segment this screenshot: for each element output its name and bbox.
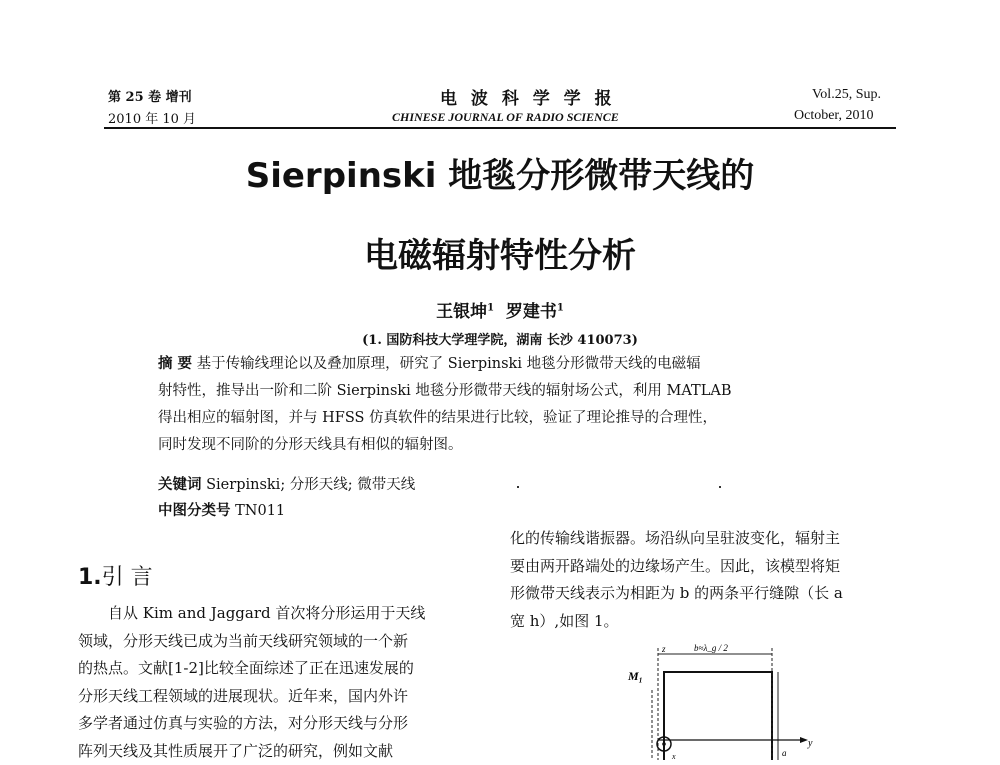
abstract-line-4: 同时发现不同阶的分形天线具有相似的辐射图。 [158,432,848,459]
journal-title-en: CHINESE JOURNAL OF RADIO SCIENCE [392,110,619,125]
author-2: 罗建书 [506,302,557,322]
classification [158,499,285,520]
z-axis-label: z [661,644,666,654]
paragraph-line: 分形天线工程领域的进展现状。近年来，国内外许 [78,683,478,711]
origin-dot [662,742,666,746]
classification-label: 中图分类号 [158,502,231,519]
section-heading-introduction [78,560,153,591]
keywords-text: Sierpinski; 分形天线; 微带天线 [206,477,415,493]
paragraph-line: 多学者通过仿真与实验的方法，对分形天线与分形 [78,710,478,738]
scan-dot [517,486,519,488]
section-title: 引 言 [102,565,153,590]
y-axis-arrow [800,737,808,743]
keywords-label: 关键词 [158,476,202,493]
volume-en: Vol.25, Sup. [812,87,881,103]
right-column [510,525,910,635]
paper-title-line1: Sierpinski 地毯分形微带天线的 [0,148,1000,197]
abstract-label: 摘 要 [158,355,192,372]
author-1: 王银坤 [436,302,487,322]
date-en: October, 2010 [794,108,874,124]
x-axis-label: x [671,752,676,760]
paragraph-line: 自从 Kim and Jaggard 首次将分形运用于天线 [78,600,478,628]
patch-rectangle [664,672,772,760]
abstract-line-1: 摘 要 基于传输线理论以及叠加原理，研究了 Sierpinski 地毯分形微带天线的电磁辐 [158,350,848,378]
classification-text: TN011 [235,503,285,519]
journal-title-cn: 电 波 科 学 学 报 [440,84,616,109]
header-rule [104,127,896,129]
section-number: 1. [78,565,102,590]
affiliation: (1. 国防科技大学理学院，湖南 长沙 410073) [0,329,1000,348]
paragraph-line: 宽 h）,如图 1。 [510,608,910,636]
figure-1-diagram [612,640,842,760]
abstract-line-2: 射特性，推导出一阶和二阶 Sierpinski 地毯分形微带天线的辐射场公式，利用 MATLAB [158,378,848,405]
paragraph-line: 要由两开路端处的边缘场产生。因此，该模型将矩 [510,553,910,581]
paragraph-line: 形微带天线表示为相距为 b 的两条平行缝隙（长 a [510,580,910,608]
dimension-label: b≈λ_g / 2 [694,643,728,653]
paragraph-line: 的热点。文献[1-2]比较全面综述了正在迅速发展的 [78,655,478,683]
author-list [0,297,1000,322]
paper-title-line2: 电磁辐射特性分析 [0,228,1000,277]
abstract [158,350,848,459]
author-2-affil: 1 [557,302,564,313]
abstract-line-3: 得出相应的辐射图，并与 HFSS 仿真软件的结果进行比较，验证了理论推导的合理性， [158,405,848,432]
date-cn: 2010 年 10 月 [108,108,196,127]
keywords [158,473,415,494]
paragraph-line: 领域，分形天线已成为当前天线研究领域的一个新 [78,628,478,656]
paragraph-line: 化的传输线谐振器。场沿纵向呈驻波变化，辐射主 [510,525,910,553]
left-column [78,600,478,765]
y-axis-label: y [807,738,813,749]
m1-label: M₁ [627,669,643,683]
scan-dot [719,486,721,488]
paragraph-line: 阵列天线及其性质展开了广泛的研究，例如文献 [78,738,478,765]
volume-cn: 第 25 卷 增刊 [108,86,192,105]
a-label: a [782,748,787,758]
author-1-affil: 1 [487,302,494,313]
